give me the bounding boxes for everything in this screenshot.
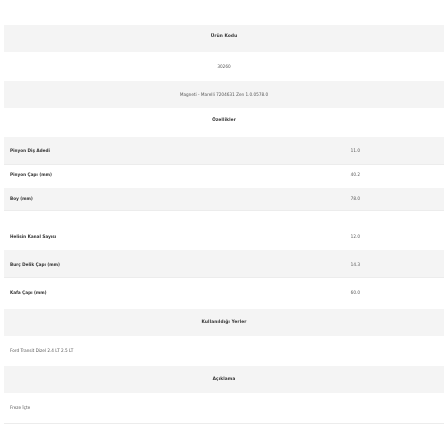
feature-label: Boy (mm) xyxy=(10,196,33,201)
product-code-value: 30260 xyxy=(217,64,231,69)
description-value: Freze İçte xyxy=(10,405,31,410)
feature-row-band xyxy=(4,250,444,277)
usage-value: Ford Transit Dizel 2.4 LT 2.5 LT xyxy=(10,348,74,353)
description-header: Açıklama xyxy=(212,377,236,382)
feature-label: Kafa Çapı (mm) xyxy=(10,290,47,295)
feature-row-band xyxy=(4,188,444,210)
feature-value: 60.0 xyxy=(350,290,360,295)
reference-value: Magneti - Marelli 7204631 Zen 1.0.0578.0 xyxy=(179,92,269,97)
feature-value: 12.0 xyxy=(350,234,360,239)
feature-label: Helisin Kanal Sayısı xyxy=(10,234,57,239)
features-header: Özellikler xyxy=(212,118,236,123)
usage-header: Kullanıldığı Yerler xyxy=(201,320,247,325)
row-divider xyxy=(4,277,444,278)
feature-row-band xyxy=(4,137,444,164)
row-divider xyxy=(4,164,444,165)
product-code-header: Ürün Kodu xyxy=(210,34,238,39)
bottom-divider xyxy=(4,423,444,424)
feature-label: Burç Delik Çapı (mm) xyxy=(10,262,60,267)
feature-value: 11.0 xyxy=(350,148,360,153)
feature-label: Pinyon Çapı (mm) xyxy=(10,172,52,177)
feature-value: 78.0 xyxy=(350,196,360,201)
feature-label: Pinyon Diş Adedi xyxy=(10,148,50,153)
row-divider xyxy=(4,210,444,211)
feature-value: 14.3 xyxy=(350,262,360,267)
feature-value: 40.2 xyxy=(350,172,360,177)
